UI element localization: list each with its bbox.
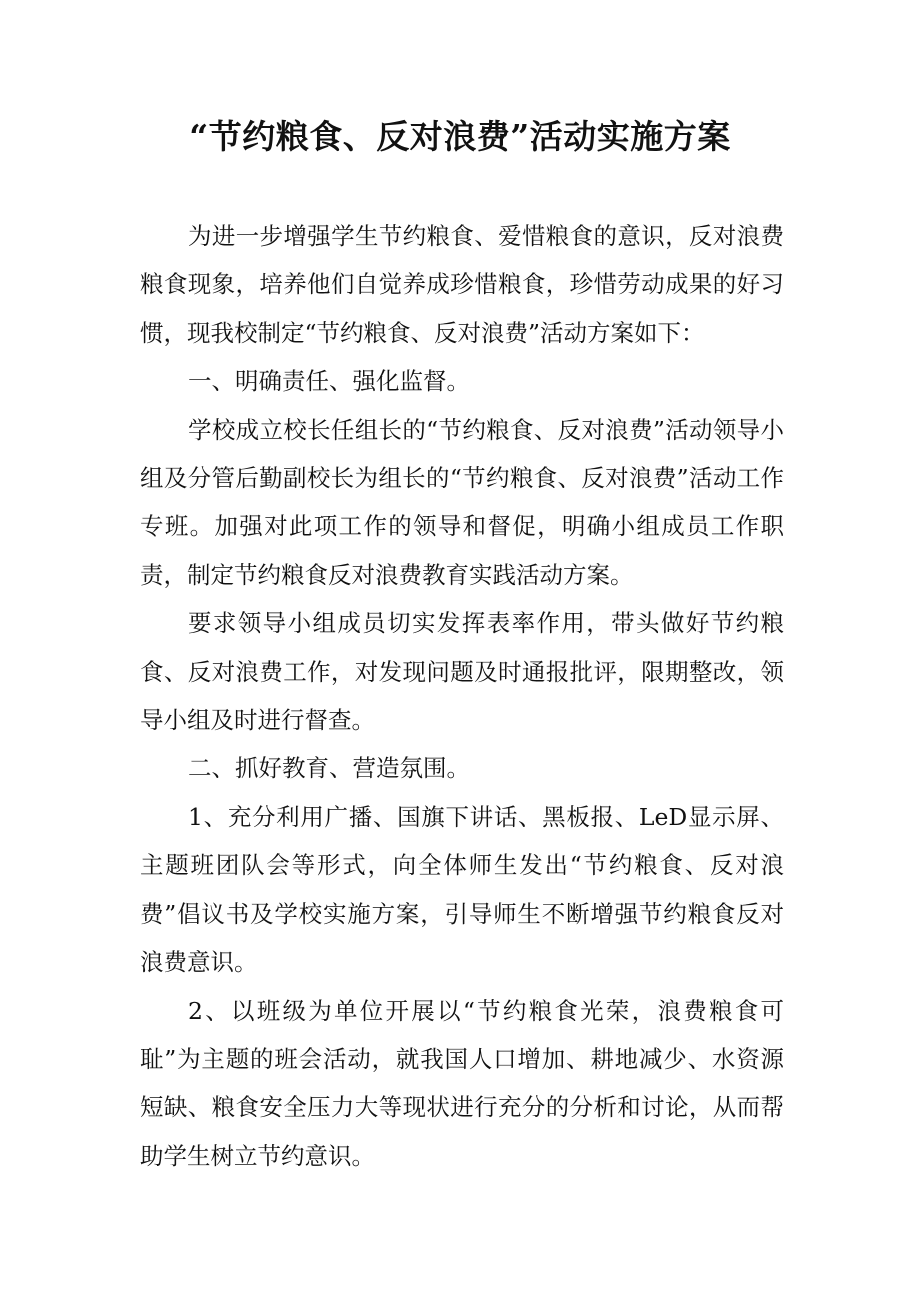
- document-body: [140, 212, 784, 1180]
- section-heading-2: 二、抓好教育、营造氛围。: [188, 754, 470, 783]
- section-heading-1: 一、明确责任、强化监督。: [188, 367, 470, 396]
- document-title: “节约粮食、反对浪费”活动实施方案: [189, 117, 731, 156]
- paragraph-requirements: 要求领导小组成员切实发挥表率作用，带头做好节约粮食、反对浪费工作，对发现问题及时通报批评，限期整改，领导小组及时进行督查。: [140, 609, 784, 735]
- paragraph-item-1: 1、充分利用广播、国旗下讲话、黑板报、LeD显示屏、主题班团队会等形式，向全体师生发出“节约粮食、反对浪费”倡议书及学校实施方案，引导师生不断增强节约粮食反对浪费意识。: [140, 802, 784, 977]
- paragraph-item-2: 2、以班级为单位开展以“节约粮食光荣，浪费粮食可耻”为主题的班会活动，就我国人口增加、耕地减少、水资源短缺、粮食安全压力大等现状进行充分的分析和讨论，从而帮助学生树立节约意识。: [140, 996, 784, 1170]
- paragraph-intro: 为进一步增强学生节约粮食、爱惜粮食的意识，反对浪费粮食现象，培养他们自觉养成珍惜粮食，珍惜劳动成果的好习惯，现我校制定“节约粮食、反对浪费”活动方案如下：: [140, 222, 784, 347]
- paragraph-leadership: 学校成立校长任组长的“节约粮食、反对浪费”活动领导小组及分管后勤副校长为组长的“节约粮食、反对浪费”活动工作专班。加强对此项工作的领导和督促，明确小组成员工作职责，制定节约粮食反对浪费教育实践活动方案。: [140, 415, 784, 589]
